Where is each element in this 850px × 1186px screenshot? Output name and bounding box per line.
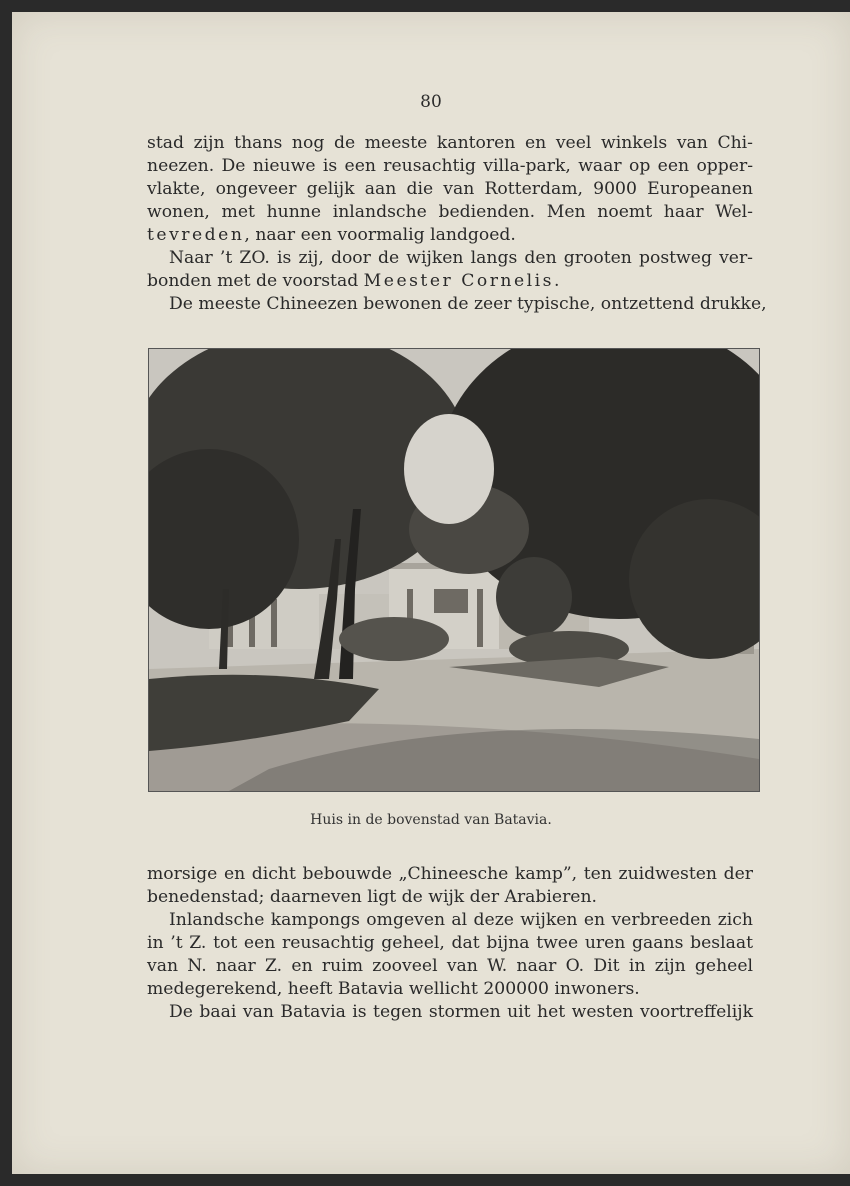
text-line: neezen. De nieuwe is een reusachtig villa-park, waar op een opper-: [147, 156, 753, 176]
text-line: stad zijn thans nog de meeste kantoren en veel winkels van Chi-: [147, 133, 753, 153]
text-line: Naar ’t ZO. is zij, door de wijken langs den grooten postweg ver-: [169, 248, 753, 268]
text-line: vlakte, ongeveer gelijk aan die van Rotterdam, 9000 Europeanen: [147, 179, 753, 199]
page-number: 80: [420, 92, 442, 112]
text-fragment: .: [553, 271, 560, 291]
text-line: De meeste Chineezen bewonen de zeer typische, ontzettend drukke,: [169, 294, 767, 314]
text-line: in ’t Z. tot een reusachtig geheel, dat bijna twee uren gaans beslaat: [147, 933, 753, 953]
text-line: De baai van Batavia is tegen stormen uit het westen voortreffelijk: [169, 1002, 753, 1022]
spaced-word: tevreden: [147, 225, 245, 245]
photograph: [148, 348, 760, 792]
figure-caption: Huis in de bovenstad van Batavia.: [310, 812, 552, 828]
text-line: medegerekend, heeft Batavia wellicht 200000 inwoners.: [147, 979, 640, 999]
text-line: benedenstad; daarneven ligt de wijk der Arabieren.: [147, 887, 597, 907]
spaced-word: Meester Cornelis: [363, 271, 554, 291]
text-fragment: , naar een voormalig landgoed.: [244, 225, 516, 245]
text-line: Inlandsche kampongs omgeven al deze wijken en verbreeden zich: [169, 910, 753, 930]
photo-illustration: [149, 349, 759, 791]
text-line: morsige en dicht bebouwde „Chineesche kamp”, ten zuidwesten der: [147, 864, 753, 884]
text-fragment: bonden met de voorstad: [147, 271, 364, 291]
bottom-paragraph: [147, 863, 753, 1024]
text-line: van N. naar Z. en ruim zooveel van W. naar O. Dit in zijn geheel: [147, 956, 753, 976]
book-page: [12, 12, 850, 1174]
text-line: [147, 224, 753, 247]
text-line: wonen, met hunne inlandsche bedienden. Men noemt haar Wel-: [147, 202, 753, 222]
top-paragraph: [147, 132, 767, 316]
text-line: [147, 270, 753, 293]
